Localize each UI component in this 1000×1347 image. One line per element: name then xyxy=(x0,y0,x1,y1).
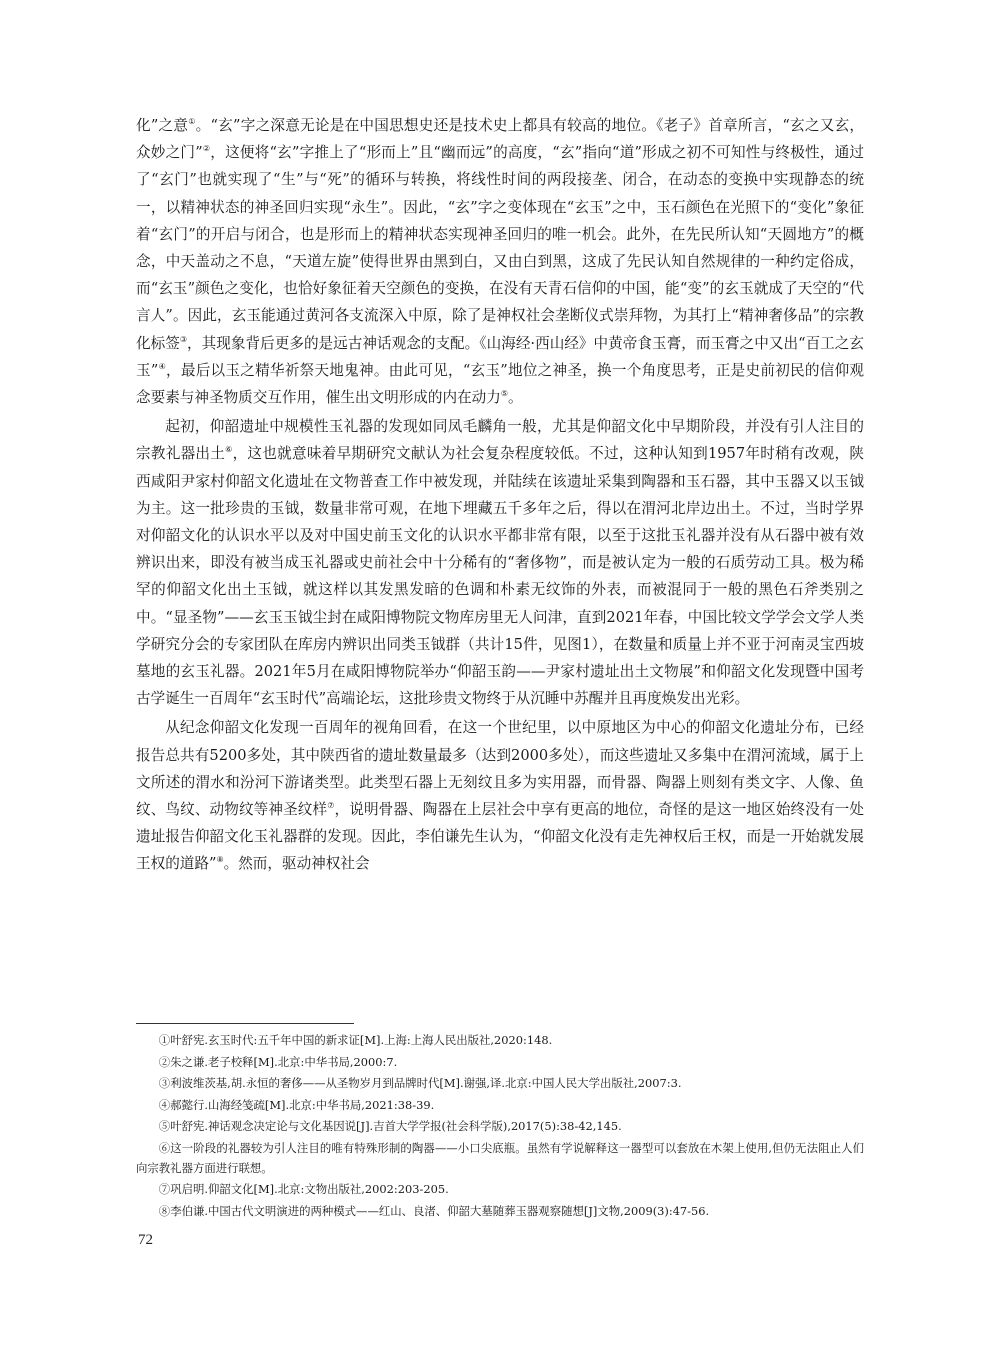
footnote-reference: ④ xyxy=(158,361,166,371)
footnotes-section xyxy=(136,1031,864,1221)
footnote-reference: ② xyxy=(202,144,211,154)
footnote-reference: ⑥ xyxy=(225,445,233,455)
footnote-reference: ⑤ xyxy=(500,389,509,399)
page-number: 72 xyxy=(138,1232,153,1248)
footnote-item: ①叶舒宪.玄玉时代:五千年中国的新求证[M].上海:上海人民出版社,2020:148. xyxy=(158,1033,553,1047)
footnote-item: ④郝懿行.山海经笺疏[M].北京:中华书局,2021:38-39. xyxy=(158,1097,435,1112)
footnote-item: ⑥这一阶段的礼器较为引人注目的唯有特殊形制的陶器——小口尖底瓶。虽然有学说解释这一器型可以套放在木架上使用,但仍无法阻止人们向宗教礼器方面进行联想。 xyxy=(136,1140,864,1175)
footnote-item: ②朱之谦.老子校释[M].北京:中华书局,2000:7. xyxy=(158,1054,398,1069)
footnote-item: ⑤叶舒宪.神话观念决定论与文化基因说[J].吉首大学学报(社会科学版),2017(5):38-42,145. xyxy=(158,1119,622,1134)
footnote-reference: ⑦ xyxy=(327,801,335,811)
footnote-item: ③利波维茨基,胡.永恒的奢侈——从圣物岁月到品牌时代[M].谢强,译.北京:中国人民大学出版社,2007:3. xyxy=(158,1076,682,1091)
footnote-reference: ① xyxy=(188,117,196,127)
footnote-item: ⑧李伯谦.中国古代文明演进的两种模式——红山、良渚、仰韶大墓随葬玉器观察随想[J]文物,2009(3):47-56. xyxy=(158,1203,710,1218)
body-paragraph: 起初，仰韶遗址中规模性玉礼器的发现如同凤毛麟角一般，尤其是仰韶文化中早期阶段，并没有引人注目的宗教礼器出土⑥，这也就意味着早期研究文献认为社会复杂程度较低。不过，这种认知到1957年时稍有改观，陕西咸阳尹家村仰韶文化遗址在文物普查工作中被发现，并陆续在该遗址采集到陶器和玉石器，其中玉器又以玉钺为主。这一批珍贵的玉钺，数量非常可观，在地下埋藏五千多年之后，得以在渭河北岸边出土。不过，当时学界对仰韶文化的认识水平以及对中国史前玉文化的认识水平都非常有限，以至于这批玉礼器并没有从石器中被有效辨识出来，即没有被当成玉礼器或史前社会中十分稀有的“奢侈物”，而是被认定为一般的石质劳动工具。极为稀罕的仰韶文化出土玉钺，就这样以其发黑发暗的色调和朴素无纹饰的外表，而被混同于一般的黑色石斧类别之中。“显圣物”——玄玉玉钺尘封在咸阳博物院文物库房里无人问津，直到2021年春，中国比较文学学会文学人类学研究分会的专家团队在库房内辨识出同类玉钺群（共计15件，见图1），在数量和质量上并不亚于河南灵宝西坡墓地的玄玉礼器。2021年5月在咸阳博物院举办“仰韶玉韵——尹家村遗址出土文物展”和仰韶文化发现暨中国考古学诞生一百周年“玄玉时代”高端论坛，这批珍贵文物终于从沉睡中苏醒并且再度焕发出光彩。 xyxy=(136,418,864,708)
footnote-reference: ⑧ xyxy=(216,855,224,865)
body-paragraph: 从纪念仰韶文化发现一百周年的视角回看，在这一个世纪里，以中原地区为中心的仰韶文化遗址分布，已经报告总共有5200多处，其中陕西省的遗址数量最多（达到2000多处），而这些遗址又多集中在渭河流域，属于上文所述的渭水和汾河下游诸类型。此类型石器上无刻纹且多为实用器，而骨器、陶器上则刻有类文字、人像、鱼纹、鸟纹、动物纹等神圣纹样⑦，说明骨器、陶器在上层社会中享有更高的地位，奇怪的是这一地区始终没有一处遗址报告仰韶文化玉礼器群的发现。因此，李伯谦先生认为，“仰韶文化没有走先神权后王权，而是一开始就发展王权的道路”⑧。然而，驱动神权社会 xyxy=(136,719,864,873)
footnote-separator xyxy=(136,1023,354,1024)
footnote-item: ⑦巩启明.仰韶文化[M].北京:文物出版社,2002:203-205. xyxy=(158,1182,449,1197)
article-body xyxy=(136,112,864,878)
footnote-reference: ③ xyxy=(179,334,188,344)
body-paragraph: 化”之意①。“玄”字之深意无论是在中国思想史还是技术史上都具有较高的地位。《老子》首章所言，“玄之又玄，众妙之门”②，这便将“玄”字推上了“形而上”且“幽而远”的高度，“玄”指向“道”形成之初不可知性与终极性，通过了“玄门”也就实现了“生”与“死”的循环与转换，将线性时间的两段接垄、闭合，在动态的变换中实现静态的统一，以精神状态的神圣回归实现“永生”。因此，“玄”字之变体现在“玄玉”之中，玉石颜色在光照下的“变化”象征着“玄门”的开启与闭合，也是形而上的精神状态实现神圣回归的唯一机会。此外，在先民所认知“天圆地方”的概念，中天盖动之不息，“天道左旋”使得世界由黑到白，又由白到黑，这成了先民认知自然规律的一种约定俗成，而“玄玉”颜色之变化，也恰好象征着天空颜色的变换，在没有天青石信仰的中国，能“变”的玄玉就成了天空的“代言人”。因此，玄玉能通过黄河各支流深入中原，除了是神权社会垄断仪式崇拜物，为其打上“精神奢侈品”的宗教化标签③，其现象背后更多的是远古神话观念的支配。《山海经·西山经》中黄帝食玉膏，而玉膏之中又出“百工之玄玉”④，最后以玉之精华祈祭天地鬼神。由此可见，“玄玉”地位之神圣，换一个角度思考，正是史前初民的信仰观念要素与神圣物质交互作用，催生出文明形成的内在动力⑤。 xyxy=(136,117,865,407)
